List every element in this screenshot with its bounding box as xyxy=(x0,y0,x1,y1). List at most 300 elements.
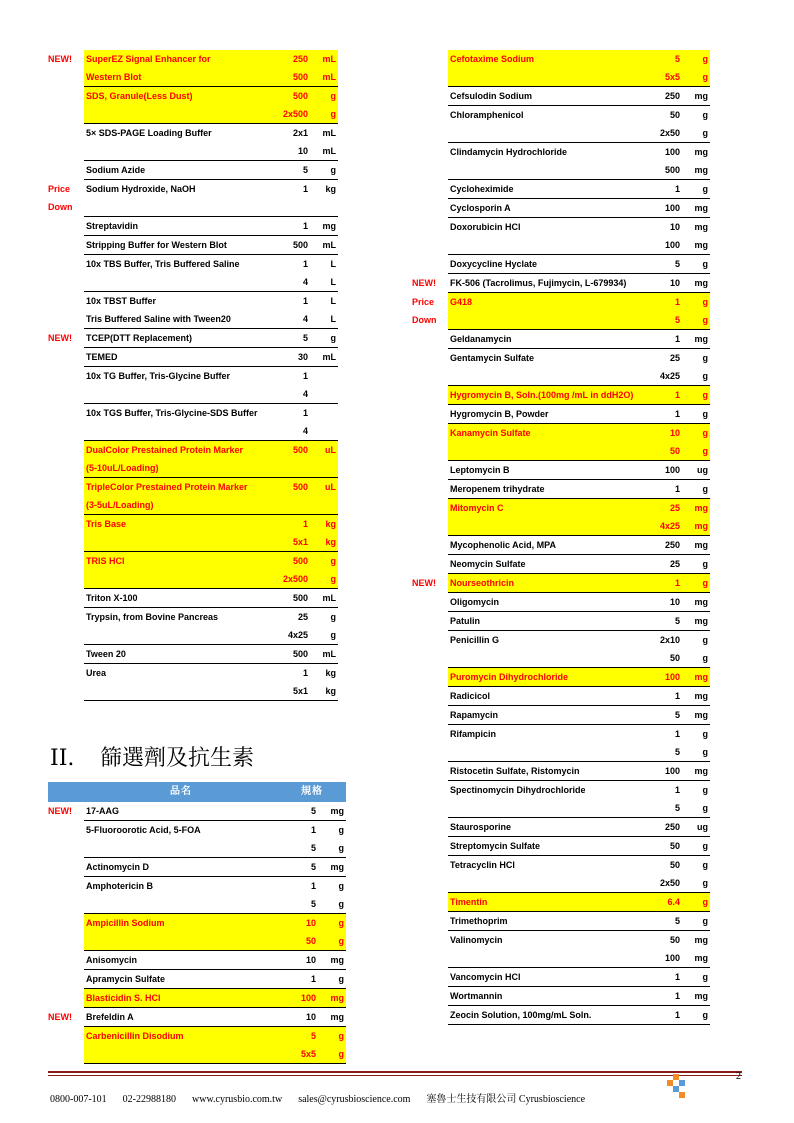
row-tag xyxy=(412,50,448,68)
product-name xyxy=(84,142,274,161)
product-name: Hygromycin B, Powder xyxy=(448,405,644,424)
product-amount: 5 xyxy=(644,706,682,725)
product-unit: uL xyxy=(310,441,338,460)
table-row xyxy=(412,87,710,106)
product-unit: mL xyxy=(310,68,338,87)
row-tag xyxy=(412,668,448,687)
product-name: Trimethoprim xyxy=(448,912,644,931)
product-name xyxy=(84,198,274,217)
product-amount: 10 xyxy=(644,274,682,293)
product-amount: 5x5 xyxy=(278,1045,318,1064)
product-amount: 25 xyxy=(297,612,308,622)
table-row xyxy=(412,218,710,237)
product-amount: 30 xyxy=(274,348,310,367)
table-row xyxy=(48,608,338,627)
product-name: Vancomycin HCl xyxy=(448,968,644,987)
row-tag xyxy=(48,821,84,840)
table-row xyxy=(412,706,710,725)
product-name: Mycophenolic Acid, MPA xyxy=(448,536,644,555)
product-name: Tween 20 xyxy=(84,645,274,664)
product-unit: kg xyxy=(310,682,338,701)
table-row xyxy=(412,124,710,143)
row-tag xyxy=(48,105,84,124)
product-unit xyxy=(310,496,338,515)
product-unit: uL xyxy=(310,478,338,497)
table-row xyxy=(412,968,710,987)
product-amount: 1 xyxy=(302,184,308,194)
product-amount xyxy=(274,459,310,478)
product-unit: g xyxy=(682,386,710,405)
product-amount: 1 xyxy=(302,668,308,678)
product-unit: g xyxy=(310,161,338,180)
product-name xyxy=(448,949,644,968)
product-amount: 10 xyxy=(278,1008,318,1027)
table-row xyxy=(412,480,710,499)
product-unit: g xyxy=(702,785,708,795)
row-tag xyxy=(48,292,84,311)
table-row xyxy=(48,367,338,386)
row-tag xyxy=(412,687,448,706)
product-name: Cycloheximide xyxy=(448,180,644,199)
product-name: Neomycin Sulfate xyxy=(448,555,644,574)
table-row xyxy=(48,348,338,367)
product-unit: kg xyxy=(325,184,336,194)
product-amount: 25 xyxy=(644,499,682,518)
table-row xyxy=(48,664,338,683)
row-tag xyxy=(412,143,448,162)
product-amount: 1 xyxy=(644,968,682,987)
row-tag xyxy=(48,914,84,933)
product-name xyxy=(84,533,274,552)
product-unit: g xyxy=(682,311,710,330)
row-tag xyxy=(412,106,448,125)
table-row xyxy=(48,441,338,460)
table-row xyxy=(412,349,710,368)
row-tag xyxy=(412,349,448,368)
table-row xyxy=(412,199,710,218)
product-unit: kg xyxy=(325,668,336,678)
row-tag xyxy=(412,330,448,349)
product-unit: g xyxy=(318,932,346,951)
row-tag xyxy=(412,536,448,555)
product-name: TripleColor Prestained Protein Marker xyxy=(84,478,274,497)
row-tag xyxy=(48,478,84,497)
product-amount: 100 xyxy=(664,147,680,157)
product-unit: mg xyxy=(682,199,710,218)
product-amount: 6.4 xyxy=(644,893,682,912)
product-amount: 1 xyxy=(644,987,682,1006)
product-amount: 5 xyxy=(278,1027,318,1046)
product-name: Staurosporine xyxy=(448,818,644,837)
product-unit: g xyxy=(682,405,710,424)
product-amount: 10 xyxy=(669,222,680,232)
product-unit: g xyxy=(682,837,710,856)
product-amount: 1 xyxy=(274,217,310,236)
product-name: Radicicol xyxy=(448,687,644,706)
product-amount: 100 xyxy=(644,461,682,480)
product-name: SuperEZ Signal Enhancer for xyxy=(84,50,274,68)
product-unit: g xyxy=(702,635,708,645)
row-tag xyxy=(48,932,84,951)
product-unit: mL xyxy=(310,142,338,161)
product-amount: 250 xyxy=(644,536,682,555)
table-row xyxy=(412,517,710,536)
product-amount: 4 xyxy=(274,422,310,441)
product-unit: mL xyxy=(310,589,338,608)
table-row xyxy=(412,180,710,199)
table-row xyxy=(48,180,338,199)
product-name xyxy=(448,517,644,536)
row-tag xyxy=(48,496,84,515)
product-unit: mg xyxy=(682,593,710,612)
table-row xyxy=(48,914,346,933)
table-row xyxy=(48,255,338,274)
product-name: Urea xyxy=(86,668,107,678)
product-amount: 10 xyxy=(644,424,682,443)
reagent-table-body xyxy=(48,50,338,701)
product-unit: g xyxy=(682,480,710,499)
table-row xyxy=(48,589,338,608)
product-amount: 1 xyxy=(302,296,308,306)
product-name: Actinomycin D xyxy=(84,858,278,877)
product-amount: 5 xyxy=(644,799,682,818)
product-amount: 100 xyxy=(644,762,682,781)
product-unit: g xyxy=(702,860,708,870)
product-name: (3-5uL/Loading) xyxy=(84,496,274,515)
product-amount: 1 xyxy=(644,480,682,499)
product-amount: 5 xyxy=(274,329,310,348)
product-name xyxy=(448,743,644,762)
table-row xyxy=(412,931,710,950)
product-amount: 5x5 xyxy=(644,68,682,87)
product-amount: 50 xyxy=(278,932,318,951)
table-row xyxy=(48,161,338,180)
row-tag xyxy=(412,874,448,893)
product-amount: 100 xyxy=(644,668,682,687)
table-row xyxy=(412,236,710,255)
table-row xyxy=(48,68,338,87)
table-row xyxy=(412,856,710,875)
product-unit: kg xyxy=(310,515,338,534)
row-tag xyxy=(412,818,448,837)
product-unit: mg xyxy=(682,987,710,1006)
product-amount: 25 xyxy=(669,353,680,363)
table-row xyxy=(48,533,338,552)
row-tag xyxy=(48,404,84,423)
row-tag: Price xyxy=(412,296,435,307)
table-row xyxy=(412,668,710,687)
table-row xyxy=(412,612,710,631)
row-tag xyxy=(48,68,84,87)
product-unit: g xyxy=(682,574,710,593)
row-tag xyxy=(412,424,448,443)
product-name: SDS, Granule(Less Dust) xyxy=(84,87,274,106)
product-amount: 1 xyxy=(644,180,682,199)
product-unit: g xyxy=(682,968,710,987)
row-tag xyxy=(412,161,448,180)
product-name: Timentin xyxy=(448,893,644,912)
product-unit: g xyxy=(310,87,338,106)
product-unit: mg xyxy=(682,706,710,725)
table-row xyxy=(48,932,346,951)
product-name: TCEP(DTT Replacement) xyxy=(84,329,274,348)
product-name: Patulin xyxy=(448,612,644,631)
product-amount: 1 xyxy=(644,1006,682,1025)
product-name xyxy=(448,799,644,818)
table-row xyxy=(412,68,710,87)
product-amount: 250 xyxy=(274,50,310,68)
product-unit xyxy=(310,459,338,478)
table-row xyxy=(48,1008,346,1027)
row-tag xyxy=(412,781,448,800)
header-blank xyxy=(48,782,84,802)
section-number: II. xyxy=(50,746,75,771)
product-unit: mg xyxy=(318,951,346,970)
product-name: Anisomycin xyxy=(84,951,278,970)
footer-company: 塞魯士生技有限公司 Cyrusbioscience xyxy=(426,1094,586,1105)
product-name xyxy=(84,105,274,124)
product-amount: 1 xyxy=(278,970,318,989)
table-row xyxy=(412,106,710,125)
table-row xyxy=(48,292,338,311)
product-unit: mg xyxy=(682,612,710,631)
product-name: Blasticidin S. HCl xyxy=(84,989,278,1008)
product-name: Ristocetin Sulfate, Ristomycin xyxy=(448,762,644,781)
product-name xyxy=(84,932,278,951)
table-row xyxy=(412,274,710,293)
table-row xyxy=(48,273,338,292)
row-tag xyxy=(48,367,84,386)
product-name: 17-AAG xyxy=(84,802,278,821)
product-amount: 1 xyxy=(274,515,310,534)
antibiotic-table-continued xyxy=(412,50,710,1025)
row-tag xyxy=(412,968,448,987)
product-name: Rifampicin xyxy=(450,729,497,739)
table-row xyxy=(412,949,710,968)
product-amount: 10 xyxy=(278,914,318,933)
product-name xyxy=(448,68,644,87)
table-row xyxy=(412,367,710,386)
product-name: Sodium Hydroxide, NaOH xyxy=(86,184,196,194)
product-amount: 2x1 xyxy=(292,128,308,138)
table-row xyxy=(48,895,346,914)
product-amount: 10 xyxy=(644,593,682,612)
row-tag xyxy=(48,255,84,274)
product-name xyxy=(448,124,644,143)
row-tag xyxy=(412,987,448,1006)
product-unit: mg xyxy=(682,687,710,706)
table-row xyxy=(48,802,346,821)
product-unit: mg xyxy=(682,536,710,555)
table-row xyxy=(48,87,338,106)
product-name: Sodium Azide xyxy=(84,161,274,180)
product-name: Tetracyclin HCl xyxy=(450,860,515,870)
product-unit xyxy=(310,422,338,441)
product-unit: mL xyxy=(322,128,336,138)
product-amount: 2x500 xyxy=(274,570,310,589)
table-row xyxy=(412,687,710,706)
table-row xyxy=(412,987,710,1006)
product-unit: mL xyxy=(310,348,338,367)
product-amount: 100 xyxy=(278,989,318,1008)
row-tag xyxy=(48,682,84,701)
row-tag xyxy=(48,385,84,404)
table-row xyxy=(48,124,338,143)
product-amount: 5x1 xyxy=(274,682,310,701)
product-unit: mg xyxy=(682,668,710,687)
row-tag xyxy=(48,858,84,877)
row-tag xyxy=(412,893,448,912)
product-unit: mg xyxy=(310,217,338,236)
footer-rule xyxy=(48,1071,742,1073)
product-name xyxy=(84,273,274,292)
product-amount: 10 xyxy=(274,142,310,161)
row-tag xyxy=(48,1045,84,1064)
table-row xyxy=(48,478,338,497)
product-unit: mg xyxy=(682,499,710,518)
product-name: Trypsin, from Bovine Pancreas xyxy=(86,612,219,622)
row-tag xyxy=(412,631,448,650)
product-unit: g xyxy=(682,424,710,443)
product-amount: 2x500 xyxy=(274,105,310,124)
footer-contact xyxy=(50,1090,601,1105)
product-amount: 100 xyxy=(644,236,682,255)
product-unit: mg xyxy=(682,330,710,349)
product-name: 10x TBS Buffer, Tris Buffered Saline xyxy=(86,259,240,269)
product-amount: 250 xyxy=(644,818,682,837)
product-name xyxy=(84,422,274,441)
product-unit: g xyxy=(682,743,710,762)
product-unit xyxy=(310,198,338,217)
table-row xyxy=(48,645,338,664)
row-tag: Down xyxy=(48,202,73,213)
row-tag xyxy=(412,87,448,106)
product-amount: 500 xyxy=(274,87,310,106)
table-row xyxy=(48,858,346,877)
row-tag xyxy=(412,218,448,237)
product-name: Nourseothricin xyxy=(448,574,644,593)
product-unit: g xyxy=(682,649,710,668)
row-tag xyxy=(48,839,84,858)
product-amount: 4 xyxy=(274,385,310,404)
footer-website-link[interactable]: www.cyrusbio.com.tw xyxy=(192,1094,283,1105)
product-amount: 1 xyxy=(674,729,680,739)
product-amount: 500 xyxy=(274,645,310,664)
table-row xyxy=(412,649,710,668)
product-amount: 5 xyxy=(278,895,318,914)
product-unit: g xyxy=(682,555,710,574)
product-name xyxy=(448,367,644,386)
product-amount: 5 xyxy=(644,50,682,68)
row-tag xyxy=(48,989,84,1008)
table-row xyxy=(412,631,710,650)
table-row xyxy=(412,499,710,518)
product-unit: g xyxy=(338,825,344,835)
antibiotic-table xyxy=(48,782,346,1064)
product-name xyxy=(84,1045,278,1064)
product-name: Amphotericin B xyxy=(86,881,154,891)
product-name: Rapamycin xyxy=(448,706,644,725)
product-unit: g xyxy=(310,626,338,645)
product-name: Chloramphenicol xyxy=(450,110,524,120)
product-amount: 5 xyxy=(278,858,318,877)
product-unit: mg xyxy=(318,1008,346,1027)
product-name: Valinomycin xyxy=(450,935,503,945)
table-row xyxy=(48,682,338,701)
table-row xyxy=(48,989,346,1008)
table-row xyxy=(412,893,710,912)
product-name xyxy=(448,649,644,668)
product-unit: g xyxy=(310,552,338,571)
product-amount: 1 xyxy=(302,408,308,418)
row-tag xyxy=(48,515,84,534)
table-row xyxy=(412,743,710,762)
product-unit: g xyxy=(318,970,346,989)
row-tag xyxy=(412,555,448,574)
product-name: Western Blot xyxy=(84,68,274,87)
product-unit: mL xyxy=(310,645,338,664)
product-name: Doxorubicin HCl xyxy=(450,222,521,232)
footer-email-link[interactable]: sales@cyrusbioscience.com xyxy=(298,1094,411,1105)
product-amount: 5 xyxy=(274,161,310,180)
row-tag xyxy=(412,706,448,725)
table-row xyxy=(412,874,710,893)
table-row xyxy=(412,555,710,574)
footer-rule-thin xyxy=(48,1075,742,1076)
product-amount: 2x10 xyxy=(659,635,680,645)
product-unit: g xyxy=(682,255,710,274)
product-name: 10x TG Buffer, Tris-Glycine Buffer xyxy=(86,371,231,381)
product-unit: mg xyxy=(682,949,710,968)
product-name: Leptomycin B xyxy=(448,461,644,480)
product-unit: mL xyxy=(310,236,338,255)
row-tag xyxy=(412,762,448,781)
product-amount: 1 xyxy=(644,574,682,593)
table-row xyxy=(48,217,338,236)
row-tag xyxy=(48,348,84,367)
row-tag xyxy=(412,912,448,931)
product-amount: 50 xyxy=(669,860,680,870)
row-tag xyxy=(412,124,448,143)
row-tag xyxy=(48,124,84,143)
row-tag xyxy=(412,386,448,405)
row-tag xyxy=(48,877,84,896)
product-unit: g xyxy=(318,914,346,933)
product-amount: 5 xyxy=(644,612,682,631)
reagent-table-continued xyxy=(48,50,338,701)
row-tag xyxy=(48,895,84,914)
product-unit: kg xyxy=(310,533,338,552)
row-tag xyxy=(48,161,84,180)
table-row xyxy=(412,143,710,162)
product-amount: 1 xyxy=(674,785,680,795)
table-row xyxy=(48,236,338,255)
product-name: 10x TBST Buffer xyxy=(86,296,157,306)
row-tag xyxy=(412,68,448,87)
product-unit: g xyxy=(682,180,710,199)
table-row xyxy=(48,515,338,534)
row-tag xyxy=(412,199,448,218)
company-logo-icon xyxy=(664,1074,690,1100)
table-row xyxy=(48,951,346,970)
product-name: Puromycin Dihydrochloride xyxy=(448,668,644,687)
product-name xyxy=(84,682,274,701)
product-amount: 50 xyxy=(644,442,682,461)
product-amount: 1 xyxy=(644,405,682,424)
row-tag xyxy=(48,664,84,683)
table-row xyxy=(412,424,710,443)
product-name: Zeocin Solution, 100mg/mL Soln. xyxy=(448,1006,644,1025)
